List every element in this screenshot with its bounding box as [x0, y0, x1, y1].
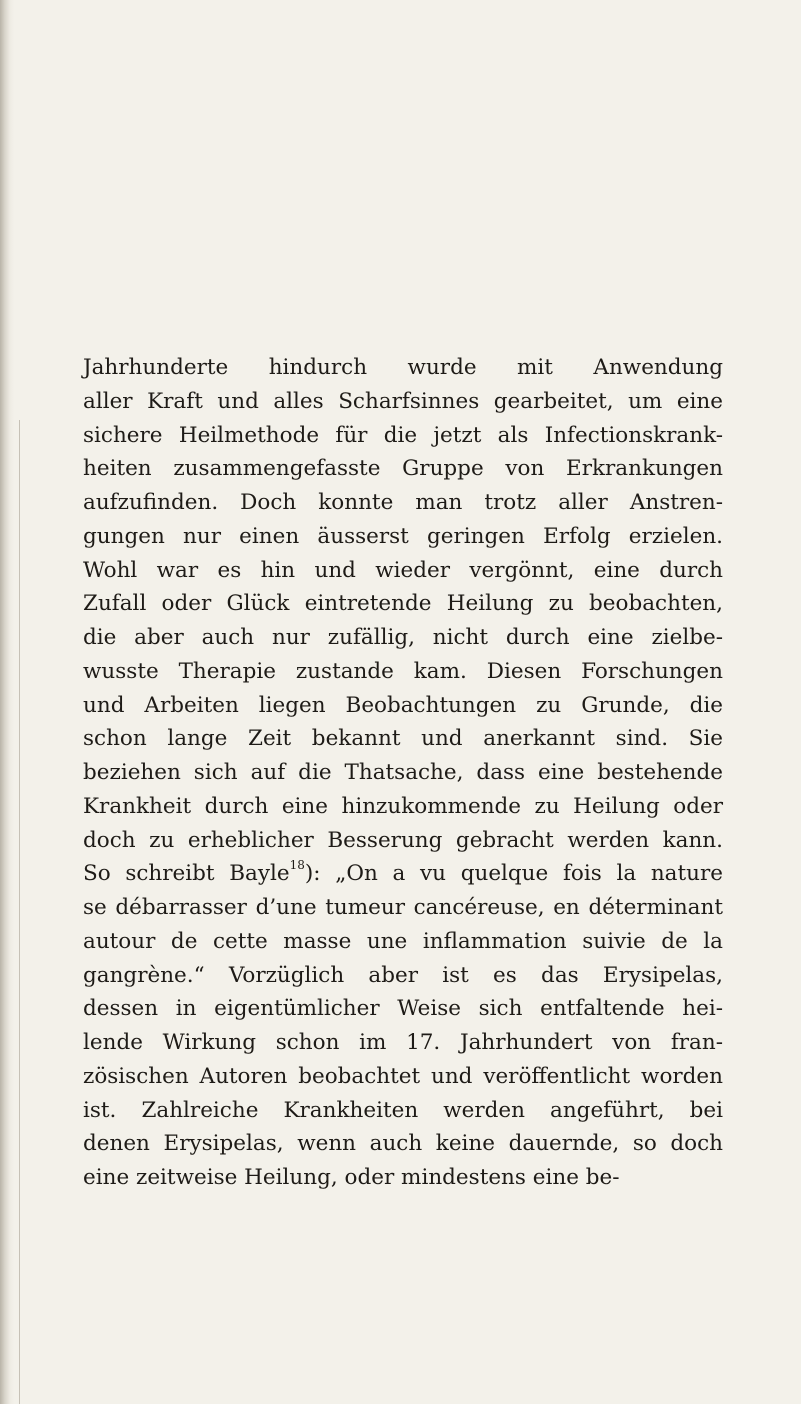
- text-line: Krankheit durch eine hinzukommende zu Heilung oder: [83, 793, 723, 819]
- text-line: denen Erysipelas, wenn auch keine dauernde, so doch: [83, 1131, 723, 1157]
- text-line: zösischen Autoren beobachtet und veröffentlicht worden: [83, 1063, 723, 1089]
- text-line: dessen in eigentümlicher Weise sich entfaltende hei-: [83, 996, 723, 1022]
- text-line: Wohl war es hin und wieder vergönnt, eine durch: [83, 557, 723, 583]
- text-line: sichere Heilmethode für die jetzt als Infectionskrank-: [83, 422, 723, 448]
- text-line: aufzufinden. Doch konnte man trotz aller Anstren-: [83, 490, 723, 515]
- text-line: schon lange Zeit bekannt und anerkannt sind. Sie: [83, 726, 723, 752]
- text-line: aller Kraft und alles Scharfsinnes gearbeitet, um eine: [83, 388, 723, 414]
- text-line: gangrène.“ Vorzüglich aber ist es das Erysipelas,: [83, 962, 723, 988]
- text-line: Zufall oder Glück eintretende Heilung zu beobachten,: [83, 591, 723, 617]
- text-line: lende Wirkung schon im 17. Jahrhundert von fran-: [83, 1030, 723, 1055]
- text-line: und Arbeiten liegen Beobachtungen zu Grunde, die: [83, 692, 723, 718]
- text-line: beziehen sich auf die Thatsache, dass eine bestehende: [83, 760, 723, 785]
- text-fragment: ): „On a vu quelque fois la nature: [304, 861, 723, 887]
- text-line: wusste Therapie zustande kam. Diesen Forschungen: [83, 658, 723, 684]
- page-fold-line: [19, 420, 20, 1404]
- text-line: ist. Zahlreiche Krankheiten werden angeführt, bei: [83, 1097, 723, 1123]
- text-line: heiten zusammengefasste Gruppe von Erkrankungen: [83, 456, 723, 482]
- text-line: eine zeitweise Heilung, oder mindestens eine be-: [83, 1165, 620, 1190]
- text-fragment: So schreibt Bayle: [83, 861, 290, 887]
- page-edge-shadow: [0, 0, 14, 1404]
- text-line: gungen nur einen äusserst geringen Erfolg erzielen.: [83, 523, 723, 549]
- text-line: doch zu erheblicher Besserung gebracht werden kann.: [83, 827, 723, 853]
- text-line: Jahrhunderte hindurch wurde mit Anwendung: [83, 355, 723, 380]
- footnote-reference: 18: [289, 858, 305, 873]
- text-line: se débarrasser d’une tumeur cancéreuse, en déterminant: [83, 895, 723, 920]
- text-line: die aber auch nur zufällig, nicht durch eine zielbe-: [83, 625, 723, 650]
- text-line: autour de cette masse une inflammation suivie de la: [83, 928, 723, 954]
- body-text: [83, 351, 723, 1195]
- text-line-with-footnote: [83, 857, 723, 891]
